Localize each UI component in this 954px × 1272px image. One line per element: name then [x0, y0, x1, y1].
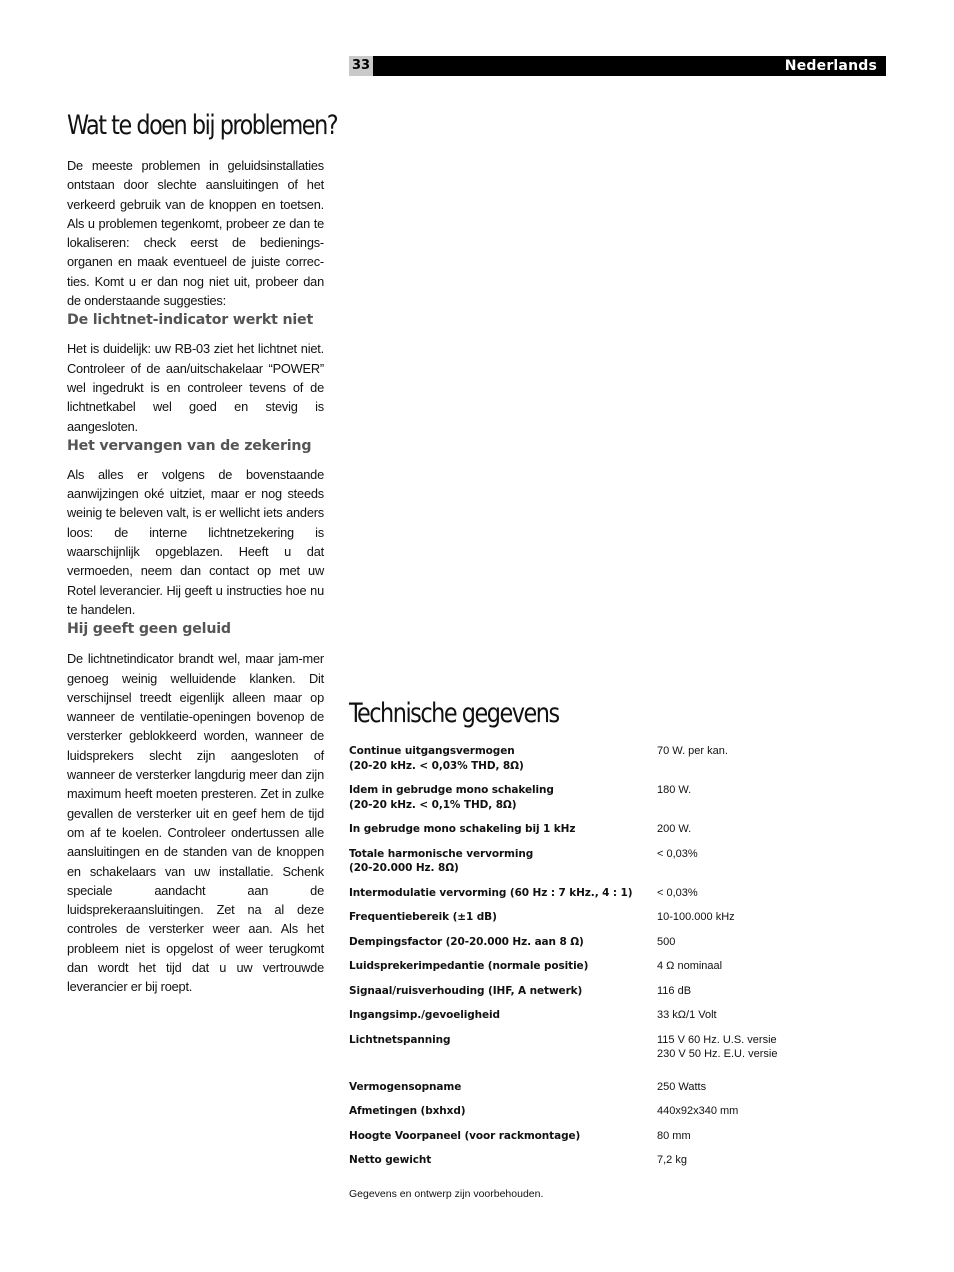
spec-label: Signaal/ruisverhouding (IHF, A netwerk)	[349, 984, 583, 997]
spec-label: In gebrudge mono schakeling bij 1 kHz	[349, 823, 576, 835]
specs-title: Technische gegevens	[349, 698, 559, 729]
specs-table	[349, 744, 886, 1168]
spec-value: 80 mm	[657, 1129, 691, 1142]
page-header-bar	[349, 56, 886, 76]
section-heading-no-sound: Hij geeft geen geluid	[67, 621, 231, 638]
spec-value: 440x92x340 mm	[657, 1105, 739, 1117]
spec-value: 250 Watts	[657, 1080, 707, 1093]
spec-label: Afmetingen (bxhxd)	[349, 1105, 466, 1117]
spec-value: 115 V 60 Hz. U.S. versie 230 V 50 Hz. E.U. versie	[657, 1033, 778, 1060]
spec-value: 200 W.	[657, 823, 692, 835]
spec-label: Vermogensopname	[349, 1080, 462, 1093]
spec-value: < 0,03%	[657, 886, 698, 899]
spec-row	[349, 847, 886, 876]
spec-row	[349, 984, 886, 999]
language-label: Nederlands	[784, 58, 877, 74]
spec-value: 10-100.000 kHz	[657, 911, 735, 923]
spec-label: Netto gewicht	[349, 1154, 432, 1166]
spec-value: 4 Ω nominaal	[657, 960, 723, 972]
page-number: 33	[349, 56, 373, 76]
spec-row	[349, 1104, 886, 1119]
spec-row	[349, 1008, 886, 1023]
section-heading-fuse: Het vervangen van de zekering	[67, 437, 312, 454]
spec-label: Ingangsimp./gevoeligheid	[349, 1009, 500, 1021]
spec-label: Frequentiebereik (±1 dB)	[349, 911, 497, 923]
troubleshooting-intro: De meeste problemen in geluidsinstallaties ontstaan door slechte aansluitingen of het verkeerd gebruik van de knoppen en toetsen. Als u problemen tegenkomt, probeer ze dan te lokaliseren: check eerst de bedienings-organen en maak eventueel de juiste correc-ties. Komt u er dan nog niet uit, probeer dan de onderstaande suggesties:	[67, 158, 324, 309]
section-text-no-sound: De lichtnetindicator brandt wel, maar jam-mer genoeg weinig welluidende klanken. Dit verschijnsel treedt eigenlijk alleen maar op wanneer de ventilatie-openingen bovenop de versterker geblokkeerd worden, wanneer de luidsprekers slecht zijn aangesloten of wanneer de versterker langdurig meer dan zijn maximum heeft moeten presteren. Zet in zulke gevallen de versterker uit en geef hem de tijd om af te koelen. Controleer ondertussen alle aansluitingen en de standen van de knoppen en schakelaars van uw installatie. Schenk speciale aandacht aan de luidsprekeraansluitingen. Zet na al deze controles de versterker weer aan. Als het probleem niet is opgelost of weer terugkomt dan wordt het tijd dat u uw vertrouwde leverancier er bij roept.	[67, 651, 324, 995]
spec-row	[349, 886, 886, 901]
troubleshooting-title: Wat te doen bij problemen?	[67, 110, 338, 141]
spec-row	[349, 783, 886, 812]
spec-value: 180 W.	[657, 784, 692, 796]
spec-row	[349, 822, 886, 837]
troubleshooting-column	[67, 106, 338, 997]
spec-row	[349, 1129, 886, 1144]
spec-row	[349, 1033, 886, 1062]
spec-row	[349, 959, 886, 974]
spec-label: Continue uitgangsvermogen (20-20 kHz. < 0,03% THD, 8Ω)	[349, 745, 524, 772]
spec-value: 500	[657, 935, 676, 948]
spec-value: 116 dB	[657, 984, 692, 997]
spec-value: 70 W. per kan.	[657, 745, 728, 757]
spec-label: Luidsprekerimpedantie (normale positie)	[349, 960, 589, 972]
section-text-power-indicator: Het is duidelijk: uw RB-03 ziet het lichtnet niet. Controleer of de aan/uitschakelaar “POWER” wel ingedrukt is en controleer tevens of de lichtnetkabel wel goed en stevig is aangesloten.	[67, 341, 324, 434]
section-heading-power-indicator: De lichtnet-indicator werkt niet	[67, 312, 314, 329]
spec-label: Hoogte Voorpaneel (voor rackmontage)	[349, 1129, 581, 1142]
spec-row	[349, 1080, 886, 1095]
spec-label: Dempingsfactor (20-20.000 Hz. aan 8 Ω)	[349, 935, 584, 948]
spec-row	[349, 1153, 886, 1168]
spec-value: 7,2 kg	[657, 1154, 687, 1166]
spec-value: < 0,03%	[657, 847, 698, 860]
specs-footnote: Gegevens en ontwerp zijn voorbehouden.	[349, 1188, 544, 1200]
spec-row	[349, 910, 886, 925]
section-text-fuse: Als alles er volgens de bovenstaande aanwijzingen oké uitziet, maar er nog steeds weinig te beleven valt, is er wellicht iets anders loos: de interne lichtnetzekering is waarschijnlijk opgeblazen. Heeft u dat vermoeden, neem dan contact op met uw Rotel leverancier. Hij geeft u instructies hoe nu te handelen.	[67, 466, 324, 617]
spec-value: 33 kΩ/1 Volt	[657, 1009, 717, 1021]
spec-row	[349, 935, 886, 950]
spec-label: Idem in gebrudge mono schakeling (20-20 kHz. < 0,1% THD, 8Ω)	[349, 784, 554, 811]
spec-label: Intermodulatie vervorming (60 Hz : 7 kHz., 4 : 1)	[349, 886, 633, 899]
spec-label: Totale harmonische vervorming (20-20.000 Hz. 8Ω)	[349, 847, 534, 874]
spec-label: Lichtnetspanning	[349, 1033, 451, 1046]
spec-row	[349, 744, 886, 773]
